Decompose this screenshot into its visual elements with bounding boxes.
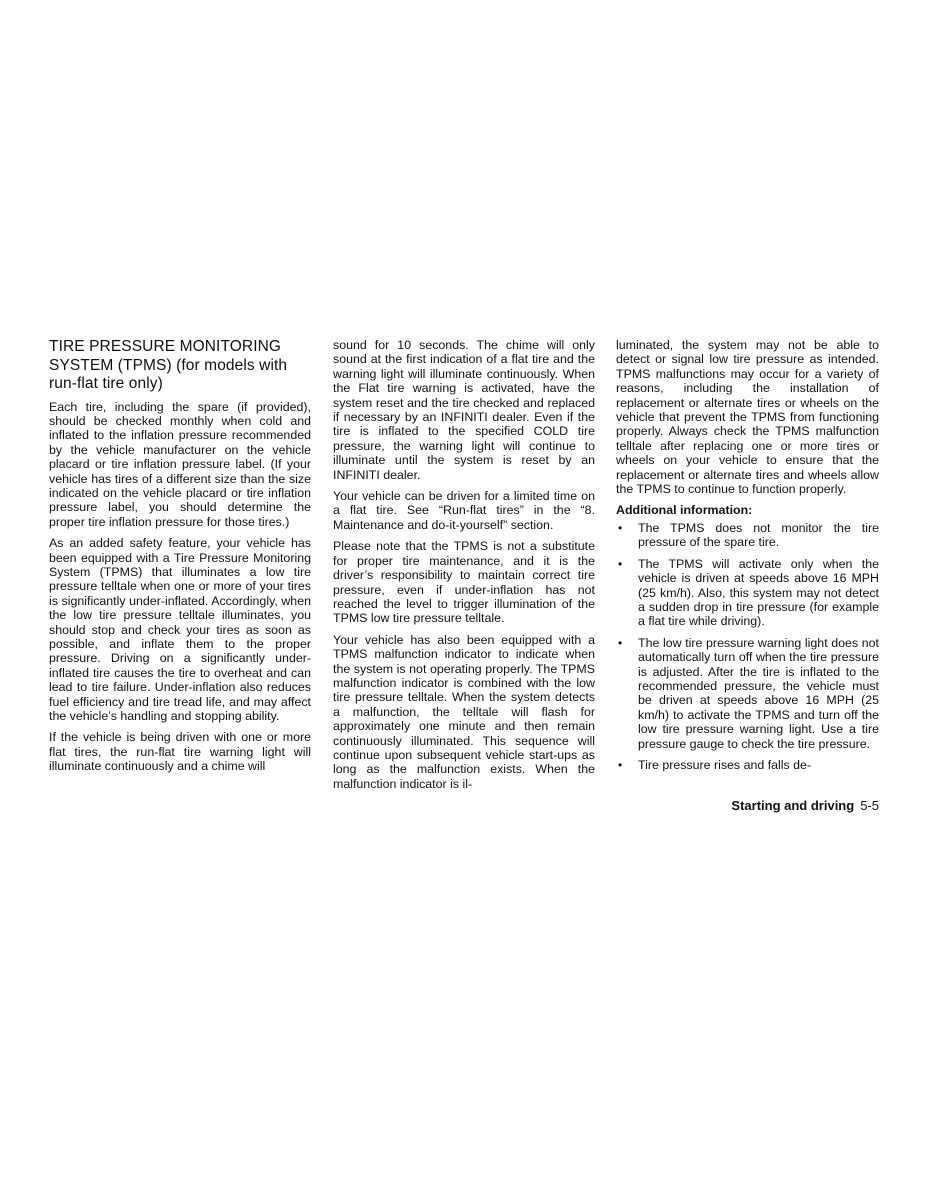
footer-section-title: Starting and driving <box>731 798 855 813</box>
list-item <box>616 521 879 550</box>
paragraph: Each tire, including the spare (if provided), should be checked monthly when cold and inflated to the inflation pressure recommended by the vehicle manufacturer on the vehicle placard or tire inflation pressure label. (If your vehicle has tires of a different size than the size indicated on the vehicle placard or tire inflation pressure label, you should determine the proper tire inflation pressure for those tires.) <box>49 399 311 529</box>
list-item-text: The low tire pressure warning light does not automatically turn off when the tire pressure is adjusted. After the tire is inflated to the recommended pressure, the vehicle must be driven at speeds above 16 MPH (25 km/h) to activate the TPMS and turn off the low tire pressure warning light. Use a tire pressure gauge to check the tire pressure. <box>638 635 879 751</box>
paragraph: If the vehicle is being driven with one or more flat tires, the run-flat tire warning light will illuminate continuously and a chime will <box>49 730 311 774</box>
bullet-icon: • <box>618 556 623 571</box>
list-item <box>616 758 879 772</box>
paragraph: Please note that the TPMS is not a substitute for proper tire maintenance, and it is the driver’s responsibility to maintain correct tire pressure, even if under-inflation has not reached the level to trigger illumination of the TPMS low tire pressure telltale. <box>333 539 595 626</box>
paragraph: Your vehicle can be driven for a limited time on a flat tire. See “Run-flat tires” in the “8. Maintenance and do-it-yourself” section. <box>333 489 595 532</box>
section-title: TIRE PRESSURE MONITORING SYSTEM (TPMS) (for models with run-flat tire only) <box>49 338 288 392</box>
column-3 <box>616 338 879 779</box>
bullet-icon: • <box>618 520 623 535</box>
list-item <box>616 557 879 629</box>
bullet-icon: • <box>618 757 623 772</box>
paragraph: As an added safety feature, your vehicle has been equipped with a Tire Pressure Monitoring System (TPMS) that illuminates a low tire pressure telltale when one or more of your tires is significantly under-inflated. Accordingly, when the low tire pressure telltale illuminates, you should stop and check your tires as soon as possible, and inflate them to the proper pressure. Driving on a significantly under-inflated tire causes the tire to overheat and can lead to tire failure. Under-inflation also reduces fuel efficiency and tire tread life, and may affect the vehicle’s handling and stopping ability. <box>49 536 311 724</box>
paragraph: luminated, the system may not be able to detect or signal low tire pressure as intended. TPMS malfunctions may occur for a variety of reasons, including the installation of replacement or alternate tires or wheels on the vehicle that prevent the TPMS from functioning properly. Always check the TPMS malfunction telltale after replacing one or more tires or wheels on your vehicle to ensure that the replacement or alternate tires and wheels allow the TPMS to continue to function properly. <box>616 338 879 497</box>
paragraph: sound for 10 seconds. The chime will only sound at the first indication of a flat tire and the warning light will illuminate continuously. When the Flat tire warning is activated, have the system reset and the tire checked and replaced if necessary by an INFINITI dealer. Even if the tire is inflated to the specified COLD tire pressure, the warning light will continue to illuminate until the system is reset by an INFINITI dealer. <box>333 338 595 482</box>
bullet-icon: • <box>618 635 623 650</box>
subheading: Additional information: <box>616 503 753 518</box>
column-2 <box>333 338 595 798</box>
page-number: 5-5 <box>860 798 879 813</box>
column-1 <box>49 338 311 781</box>
list-item <box>616 636 879 751</box>
list-item-text: The TPMS will activate only when the vehicle is driven at speeds above 16 MPH (25 km/h). Also, this system may not detect a sudden drop in tire pressure (for example a flat tire while driving). <box>638 556 879 629</box>
list-item-text: Tire pressure rises and falls de- <box>638 757 812 772</box>
list-item-text: The TPMS does not monitor the tire pressure of the spare tire. <box>638 520 879 550</box>
page-footer <box>616 798 879 814</box>
bullet-list <box>616 521 879 773</box>
paragraph: Your vehicle has also been equipped with a TPMS malfunction indicator to indicate when the system is not operating properly. The TPMS malfunction indicator is combined with the low tire pressure telltale. When the system detects a malfunction, the telltale will flash for approximately one minute and then remain continuously illuminated. This sequence will continue upon subsequent vehicle start-ups as long as the malfunction exists. When the malfunction indicator is il- <box>333 632 595 791</box>
